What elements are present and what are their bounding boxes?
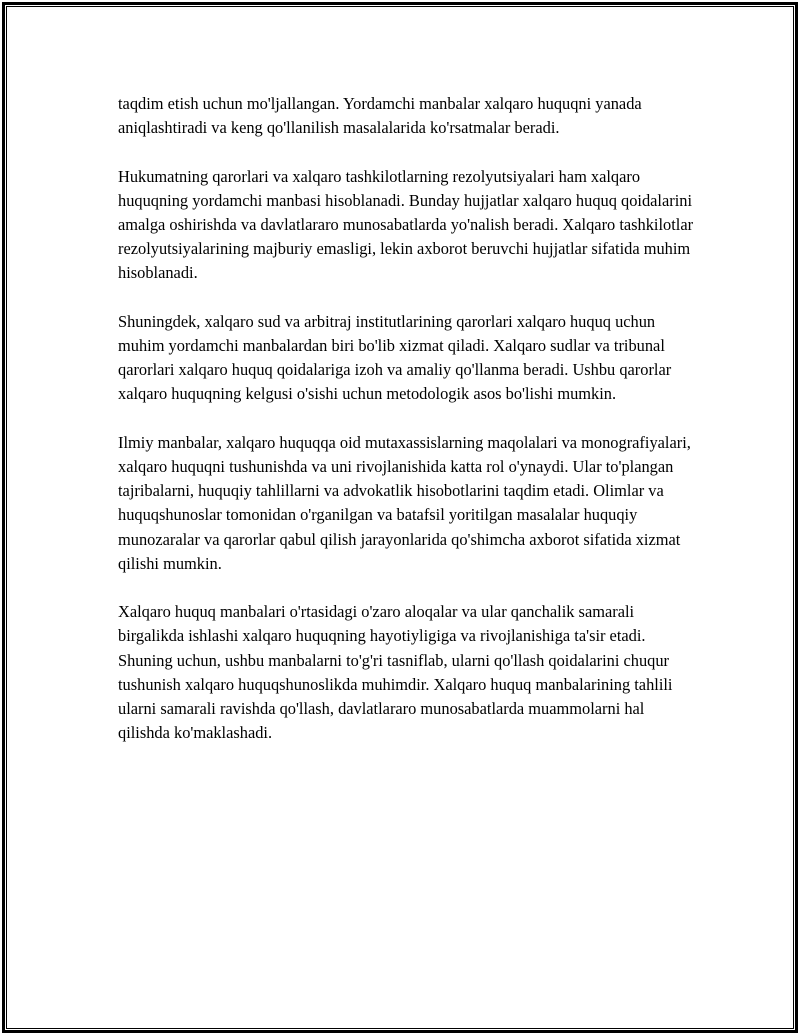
paragraph-1: taqdim etish uchun mo'ljallangan. Yordamchi manbalar xalqaro huquqni yanada aniqlashtiradi va keng qo'llanilish masalalarida ko'rsatmalar beradi.	[118, 94, 642, 138]
paragraph-3: Shuningdek, xalqaro sud va arbitraj institutlarining qarorlari xalqaro huquq uchun muhim yordamchi manbalardan biri bo'lib xizmat qiladi. Xalqaro sudlar va tribunal qarorlari xalqaro huquq qoidalariga izoh va amaliy qo'llanma beradi. Ushbu qarorlar xalqaro huquqning kelgusi o'sishi uchun metodologik asos bo'lishi mumkin.	[118, 311, 672, 404]
paragraph-2: Hukumatning qarorlari va xalqaro tashkilotlarning rezolyutsiyalari ham xalqaro huquqning yordamchi manbasi hisoblanadi. Bunday hujjatlar xalqaro huquq qoidalarini amalga oshirishda va davlatlararo munosabatlarda yo'nalish beradi. Xalqaro tashkilotlar rezolyutsiyalarining majburiy emasligi, lekin axborot beruvchi hujjatlar sifatida muhim hisoblanadi.	[118, 166, 694, 283]
paragraph-5: Xalqaro huquq manbalari o'rtasidagi o'zaro aloqalar va ular qanchalik samarali birgalikda ishlashi xalqaro huquqning hayotiyligiga va rivojlanishiga ta'sir etadi. Shuning uchun, ushbu manbalarni to'g'ri tasniflab, ularni qo'llash qoidalarini chuqur tushunish xalqaro huquqshunoslikda muhimdir. Xalqaro huquq manbalarining tahlili ularni samarali ravishda qo'llash, davlatlararo munosabatlarda muammolarni hal qilishda ko'maklashadi.	[118, 602, 673, 743]
document-body	[118, 92, 698, 745]
paragraph-4: Ilmiy manbalar, xalqaro huquqqa oid mutaxassislarning maqolalari va monografiyalari, xalqaro huquqni tushunishda va uni rivojlanishida katta rol o'ynaydi. Ular to'plangan tajribalarni, huquqiy tahlillarni va advokatlik hisobotlarini taqdim etadi. Olimlar va huquqshunoslar tomonidan o'rganilgan va batafsil yoritilgan masalalar huquqiy munozaralar va qarorlar qabul qilish jarayonlarida qo'shimcha axborot sifatida xizmat qilishi mumkin.	[118, 432, 691, 573]
